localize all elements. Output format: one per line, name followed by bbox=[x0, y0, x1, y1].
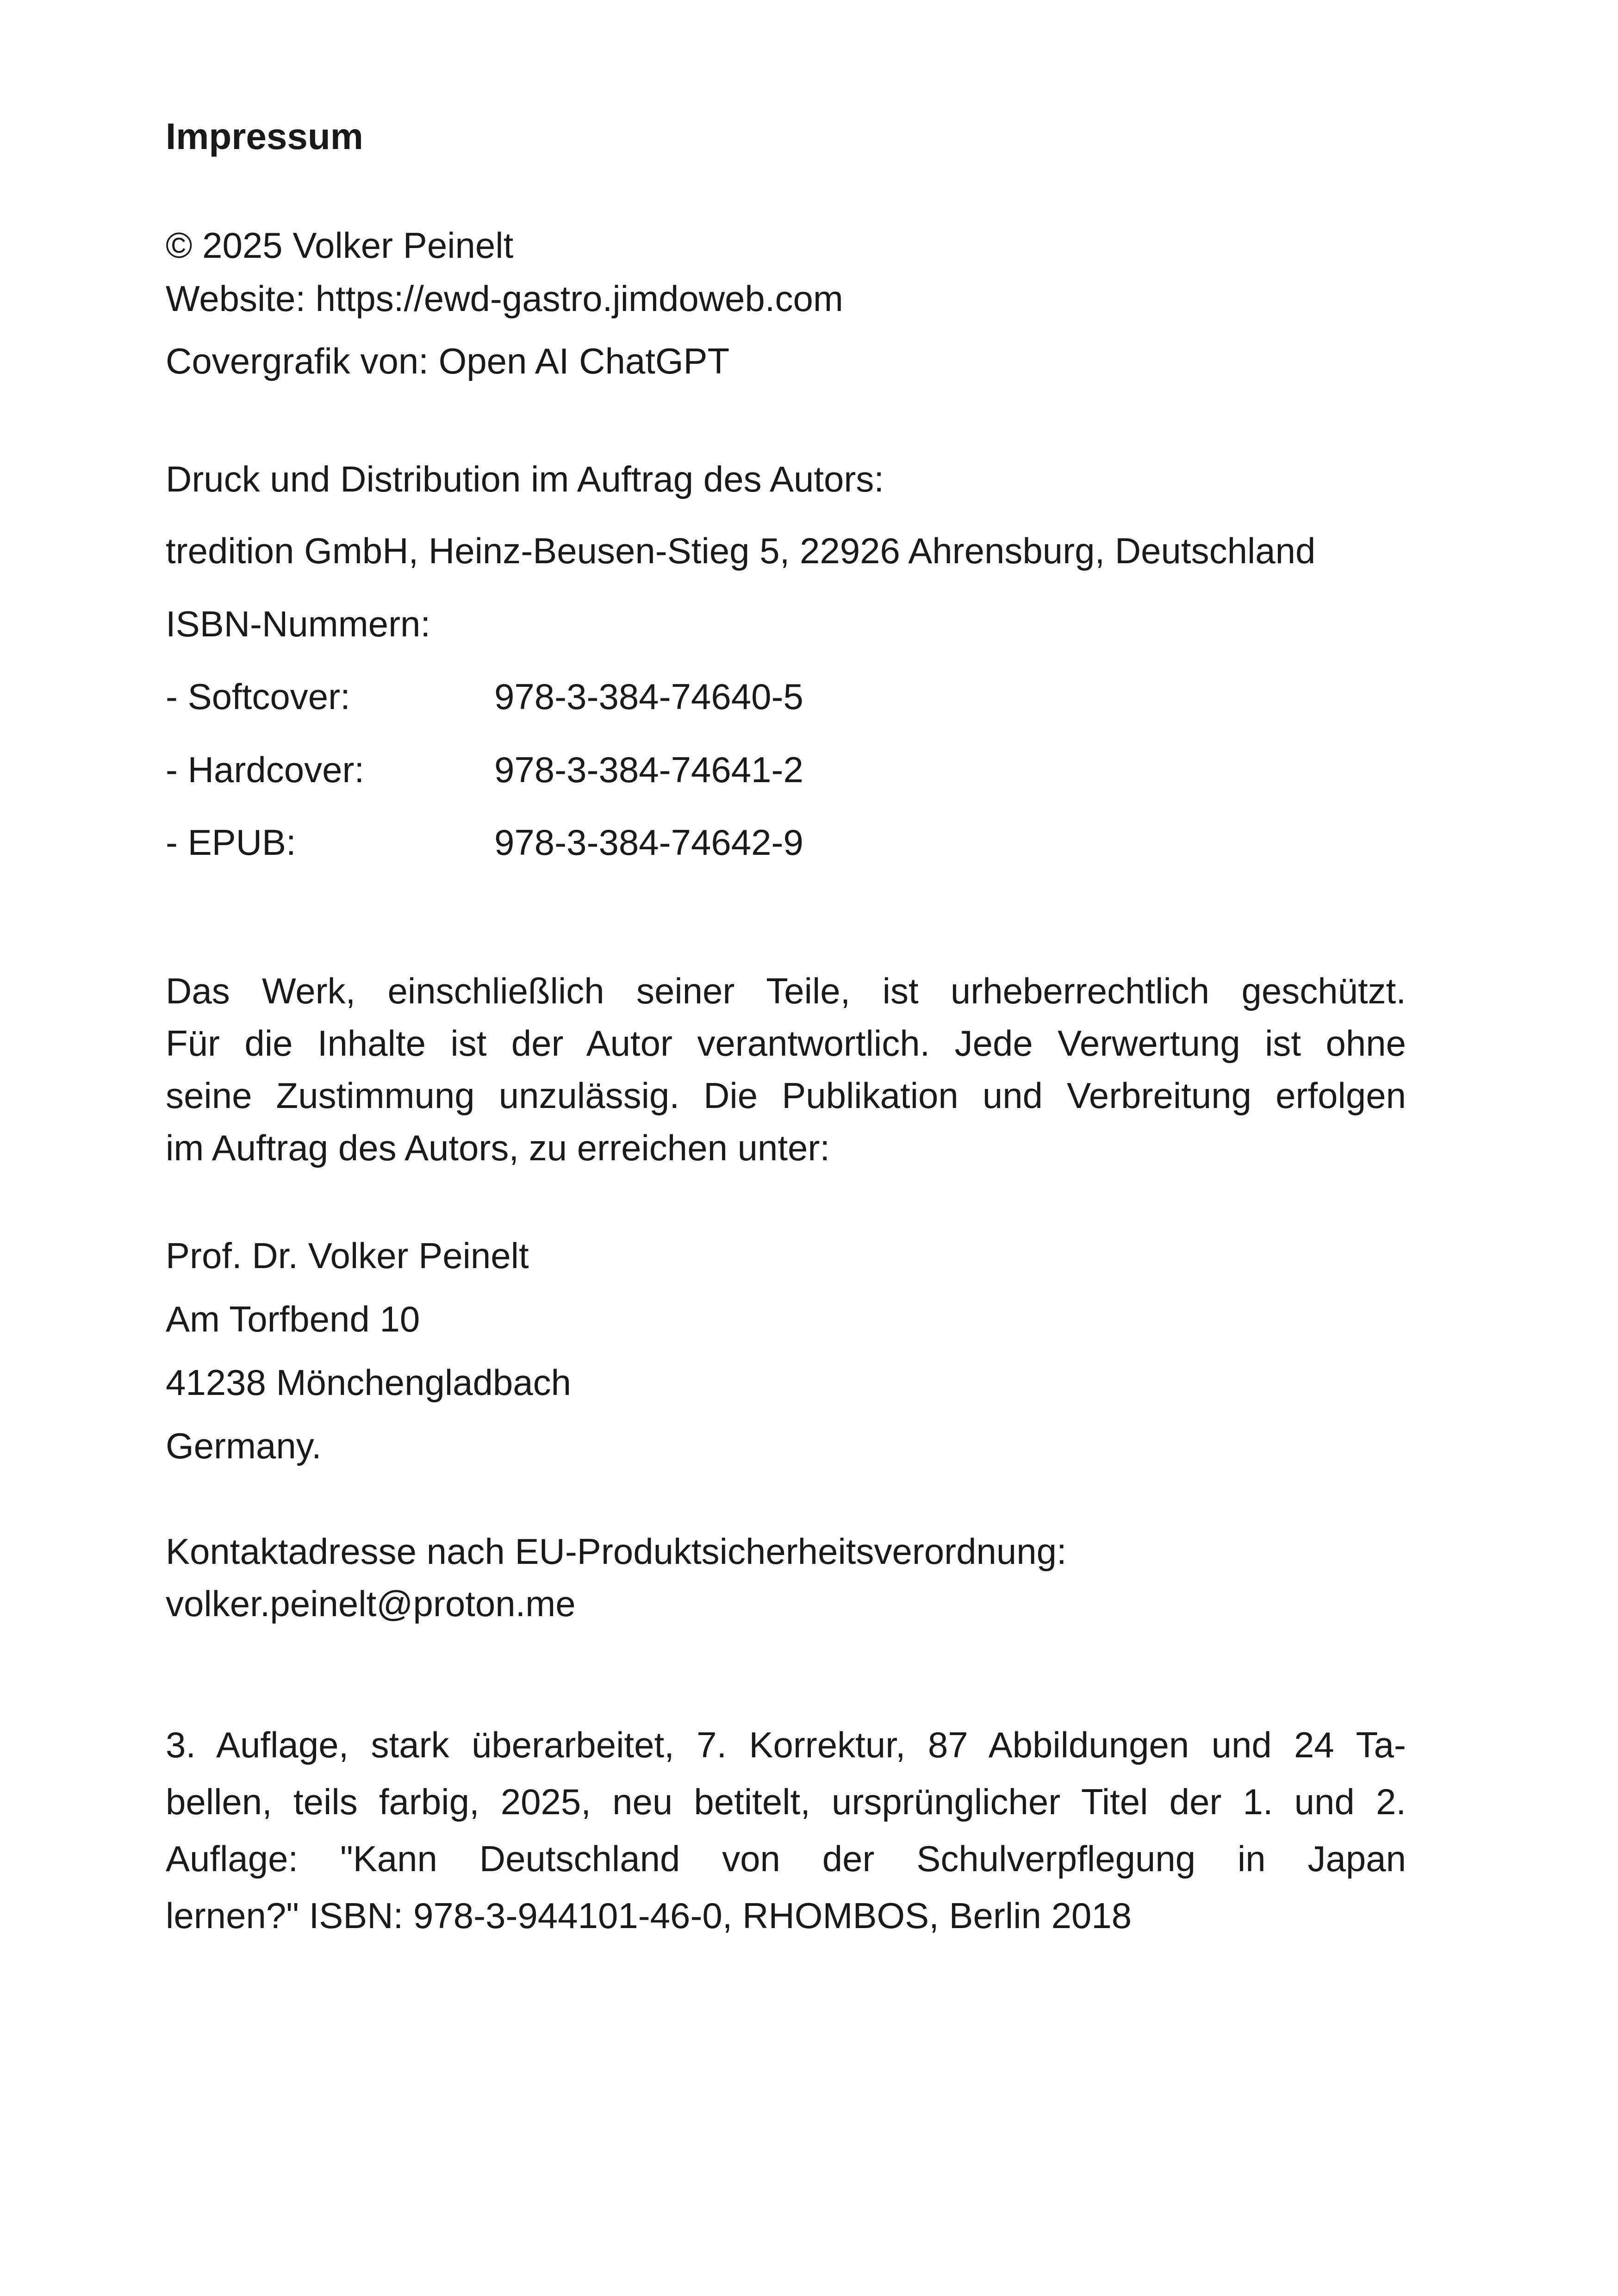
copyright-notice-paragraph bbox=[166, 965, 1406, 1174]
isbn-row-hardcover bbox=[166, 747, 803, 793]
website-line: Website: https://ewd-gastro.jimdoweb.com bbox=[166, 278, 843, 319]
isbn-row-softcover bbox=[166, 673, 803, 720]
isbn-value: 978-3-384-74641-2 bbox=[494, 749, 803, 790]
edition-note-paragraph bbox=[166, 1717, 1406, 1944]
paragraph-line: Für die Inhalte ist der Autor verantwortlich. Jede Verwertung ist ohne bbox=[166, 1023, 1406, 1064]
paragraph-line: Das Werk, einschließlich seiner Teile, ist urheberrechtlich geschützt. bbox=[166, 971, 1406, 1011]
cover-credit-line: Covergrafik von: Open AI ChatGPT bbox=[166, 341, 730, 381]
paragraph-line: im Auftrag des Autors, zu erreichen unter: bbox=[166, 1127, 830, 1168]
address-street: Am Torfbend 10 bbox=[166, 1299, 420, 1339]
paragraph-line: bellen, teils farbig, 2025, neu betitelt, ursprünglicher Titel der 1. und 2. bbox=[166, 1781, 1406, 1822]
isbn-label: - Hardcover: bbox=[166, 749, 365, 790]
contact-label: Kontaktadresse nach EU-Produktsicherheitsverordnung: bbox=[166, 1531, 1067, 1572]
paragraph-line: 3. Auflage, stark überarbeitet, 7. Korrektur, 87 Abbildungen und 24 Ta- bbox=[166, 1724, 1406, 1765]
publisher-line: tredition GmbH, Heinz-Beusen-Stieg 5, 22926 Ahrensburg, Deutschland bbox=[166, 530, 1316, 571]
paragraph-line: seine Zustimmung unzulässig. Die Publikation und Verbreitung erfolgen bbox=[166, 1075, 1406, 1116]
address-city: 41238 Mönchengladbach bbox=[166, 1362, 572, 1403]
isbn-value: 978-3-384-74640-5 bbox=[494, 676, 803, 717]
isbn-heading: ISBN-Nummern: bbox=[166, 604, 431, 644]
address-name: Prof. Dr. Volker Peinelt bbox=[166, 1235, 529, 1276]
paragraph-line: Auflage: "Kann Deutschland von der Schulverpflegung in Japan bbox=[166, 1838, 1406, 1879]
isbn-label: - EPUB: bbox=[166, 822, 296, 863]
page-title: Impressum bbox=[166, 116, 363, 157]
address-country: Germany. bbox=[166, 1425, 322, 1466]
isbn-value: 978-3-384-74642-9 bbox=[494, 822, 803, 863]
contact-email: volker.peinelt@proton.me bbox=[166, 1583, 576, 1624]
paragraph-line: lernen?" ISBN: 978-3-944101-46-0, RHOMBOS, Berlin 2018 bbox=[166, 1895, 1132, 1936]
isbn-row-epub bbox=[166, 819, 803, 865]
copyright-line: © 2025 Volker Peinelt bbox=[166, 225, 514, 266]
print-intro-line: Druck und Distribution im Auftrag des Autors: bbox=[166, 459, 884, 499]
isbn-label: - Softcover: bbox=[166, 676, 350, 717]
